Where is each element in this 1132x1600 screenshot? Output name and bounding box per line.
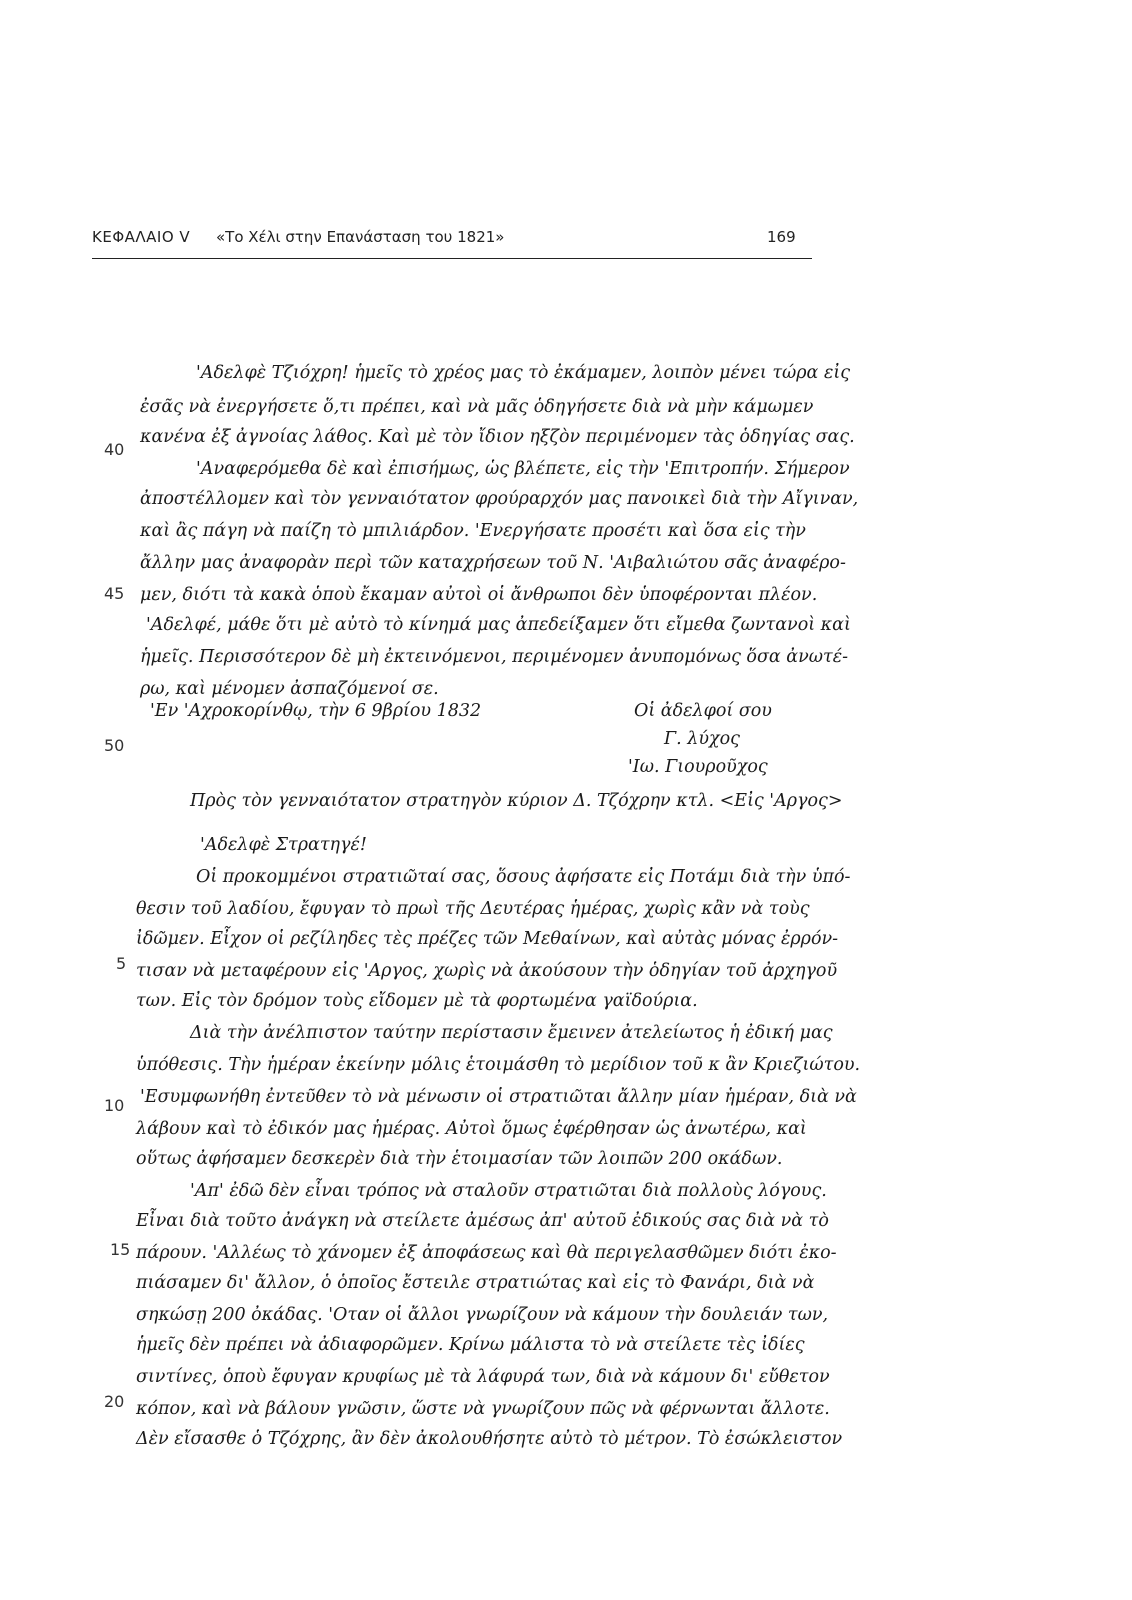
text-line: κανένα ἐξ ἀγνοίας λάθος. Καὶ μὲ τὸν ἴδιον ηξζὸν περιμένομεν τὰς ὁδηγίας σας. <box>140 427 855 447</box>
chapter-subtitle: «Το Χέλι στην Επανάσταση του 1821» <box>216 228 505 246</box>
text-line: ἡμεῖς. Περισσότερον δὲ μὴ ἐκτεινόμενοι, περιμένομεν ἀνυπομόνως ὅσα ἀνωτέ- <box>140 647 849 667</box>
text-line: ὑπόθεσις. Τὴν ἡμέραν ἐκείνην μόλις ἑτοιμάσθη τὸ μερίδιον τοῦ κ ἂν Κριεζιώτου. <box>136 1055 861 1075</box>
text-line: 'Απ' ἐδῶ δὲν εἶναι τρόπος νὰ σταλοῦν στρατιῶται διὰ πολλοὺς λόγους. <box>190 1181 827 1201</box>
line-number: 5 <box>116 954 127 973</box>
line-number: 45 <box>104 584 125 603</box>
text-line: Δὲν εἴσασθε ὁ Τζόχρης, ἂν δὲν ἀκολουθήσητε αὐτὸ τὸ μέτρον. Τὸ ἐσώκλειστον <box>136 1429 843 1449</box>
signature-intro: Οἱ ἀδελφοί σου <box>634 701 772 721</box>
signature-2: 'Ιω. Γιουροῦχος <box>628 757 768 777</box>
line-number: 10 <box>104 1096 125 1115</box>
text-line: Διὰ τὴν ἀνέλπιστον ταύτην περίστασιν ἔμεινεν ἀτελείωτος ἡ ἐδική μας <box>190 1023 833 1043</box>
line-number: 20 <box>104 1392 125 1411</box>
text-line: των. Εἰς τὸν δρόμον τοὺς εἴδομεν μὲ τὰ φορτωμένα γαϊδούρια. <box>136 991 698 1011</box>
text-line: 'Αδελφέ, μάθε ὅτι μὲ αὐτὸ τὸ κίνημά μας ἀπεδείξαμεν ὅτι εἴμεθα ζωντανοὶ καὶ <box>146 615 851 635</box>
letter-address: Πρὸς τὸν γενναιότατον στρατηγὸν κύριον Δ. Τζόχρην κτλ. <Εἰς 'Αργος> <box>190 791 843 811</box>
text-line: ἄλλην μας ἀναφορὰν περὶ τῶν καταχρήσεων τοῦ Ν. 'Αιβαλιώτου σᾶς ἀναφέρο- <box>140 553 846 573</box>
text-line: Οἱ προκομμένοι στρατιῶταί σας, ὅσους ἀφήσατε εἰς Ποτάμι διὰ τὴν ὑπό- <box>196 867 851 887</box>
text-line: σιντίνες, ὁποὺ ἔφυγαν κρυφίως μὲ τὰ λάφυρά των, διὰ νὰ κάμουν δι' εὔθετον <box>136 1367 830 1387</box>
text-line: 'Αναφερόμεθα δὲ καὶ ἐπισήμως, ὡς βλέπετε, εἰς τὴν 'Επιτροπήν. Σήμερον <box>196 459 850 479</box>
text-line: πάρουν. 'Αλλέως τὸ χάνομεν ἐξ ἀποφάσεως καὶ θὰ περιγελασθῶμεν διότι ἐκο- <box>136 1243 837 1263</box>
text-line: οὕτως ἀφήσαμεν δεσκερὲν διὰ τὴν ἑτοιμασίαν τῶν λοιπῶν 200 οκάδων. <box>136 1149 783 1169</box>
place-date: 'Εν 'Αχροκορίνθῳ, τὴν 6 9βρίου 1832 <box>150 701 482 721</box>
text-line: Εἶναι διὰ τοῦτο ἀνάγκη νὰ στείλετε ἀμέσως ἀπ' αὐτοῦ ἐδικούς σας διὰ νὰ τὸ <box>136 1211 829 1231</box>
text-line: ἀποστέλλομεν καὶ τὸν γενναιότατον φρούραρχόν μας πανοικεὶ διὰ τὴν Αἴγιναν, <box>140 489 859 509</box>
text-line: 'Αδελφὲ Τζιόχρη! ἡμεῖς τὸ χρέος μας τὸ ἐκάμαμεν, λοιπὸν μένει τώρα εἰς <box>196 363 850 383</box>
text-line: μεν, διότι τὰ κακὰ ὁποὺ ἔκαμαν αὐτοὶ οἱ ἄνθρωποι δὲν ὑποφέρονται πλέον. <box>140 585 818 605</box>
line-number: 50 <box>104 736 125 755</box>
page-header <box>92 224 812 259</box>
text-line: 'Εσυμφωνήθη ἐντεῦθεν τὸ νὰ μένωσιν οἱ στρατιῶται ἄλλην μίαν ἡμέραν, διὰ νὰ <box>140 1087 857 1107</box>
line-number: 15 <box>110 1240 131 1259</box>
page-number: 169 <box>767 228 796 246</box>
text-line: σηκώσῃ 200 ὀκάδας. 'Οταν οἱ ἄλλοι γνωρίζουν νὰ κάμουν τὴν δουλειάν των, <box>136 1305 829 1325</box>
text-line: ἐσᾶς νὰ ἐνεργήσετε ὅ,τι πρέπει, καὶ νὰ μᾶς ὁδηγήσετε διὰ νὰ μὴν κάμωμεν <box>140 397 814 417</box>
text-line: ἡμεῖς δὲν πρέπει νὰ ἀδιαφορῶμεν. Κρίνω μάλιστα τὸ νὰ στείλετε τὲς ἰδίες <box>136 1335 805 1355</box>
text-line: πιάσαμεν δι' ἄλλον, ὁ ὁποῖος ἔστειλε στρατιώτας καὶ εἰς τὸ Φανάρι, διὰ νὰ <box>136 1273 815 1293</box>
text-line: κόπον, καὶ νὰ βάλουν γνῶσιν, ὥστε νὰ γνωρίζουν πῶς νὰ φέρνωνται ἄλλοτε. <box>136 1399 830 1419</box>
signature-1: Γ. λύχος <box>664 729 740 749</box>
line-number: 40 <box>104 440 125 459</box>
chapter-label: ΚΕΦΑΛΑΙΟ V <box>92 228 191 246</box>
text-line: καὶ ἂς πάγη νὰ παίζη τὸ μπιλιάρδον. 'Ενεργήσατε προσέτι καὶ ὅσα εἰς τὴν <box>140 521 806 541</box>
text-line: τισαν νὰ μεταφέρουν εἰς 'Αργος, χωρὶς νὰ ἀκούσουν τὴν ὁδηγίαν τοῦ ἀρχηγοῦ <box>136 961 838 981</box>
text-line: θεσιν τοῦ λαδίου, ἔφυγαν τὸ πρωὶ τῆς Δευτέρας ἡμέρας, χωρὶς κἂν νὰ τοὺς <box>136 899 810 919</box>
text-line: λάβουν καὶ τὸ ἐδικόν μας ἡμέρας. Αὐτοὶ ὅμως ἐφέρθησαν ὡς ἀνωτέρω, καὶ <box>136 1119 807 1139</box>
salutation: 'Αδελφὲ Στρατηγέ! <box>200 835 367 855</box>
text-line: ρω, καὶ μένομεν ἀσπαζόμενοί σε. <box>140 679 439 699</box>
text-line: ἰδῶμεν. Εἶχον οἱ ρεζίληδες τὲς πρέζες τῶν Μεθαίνων, καὶ αὐτὰς μόνας ἐρρόν- <box>136 929 839 949</box>
